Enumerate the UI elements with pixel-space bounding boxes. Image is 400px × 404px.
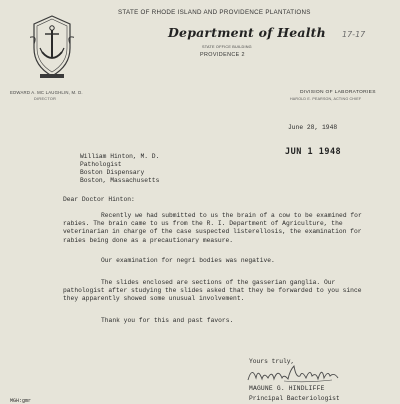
body-paragraph-text: Our examination for negri bodies was negative. — [101, 257, 275, 264]
recipient-line: William Hinton, M. D. — [80, 153, 160, 160]
body-paragraph — [63, 257, 373, 265]
received-date-stamp: JUN 1 1948 — [285, 147, 342, 157]
building-line: STATE OFFICE BUILDING — [202, 45, 252, 49]
signer-name: MAGUNE G. HINDLIFFE — [249, 385, 325, 392]
salutation: Dear Doctor Hinton: — [63, 196, 135, 203]
body-paragraph-text: Recently we had submitted to us the brain of a cow to be examined for rabies. The brain came to us from the R. I. Department of Agriculture, the veterinarian in charge of the case suspected listerellosis, the examination for rabies being done as a precautionary measure. — [63, 212, 362, 244]
state-seal-emblem — [30, 14, 74, 84]
city-line: PROVIDENCE 2 — [200, 52, 245, 58]
recipient-line: Boston Dispensary — [80, 169, 145, 176]
closing: Yours truly, — [249, 358, 295, 365]
department-title: Department of Health — [168, 25, 326, 40]
body-paragraph-text: The slides enclosed are sections of the gasserian ganglia. Our pathologist after studying the slides asked that they be forwarded to you since they apparently showed some unusual involvement. — [63, 279, 362, 303]
recipient-line: Boston, Massachusetts — [80, 177, 160, 184]
letter-date: June 28, 1948 — [288, 124, 338, 131]
recipient-line: Pathologist — [80, 161, 122, 168]
body-paragraph — [63, 317, 373, 325]
handwritten-file-number: 17-17 — [342, 30, 366, 39]
typist-initials: MGH:gmr — [10, 398, 32, 404]
director-name: EDWARD A. MC LAUGHLIN, M. D. — [10, 90, 83, 95]
acting-chief-line: HAROLD E. PEARSON, ACTING CHIEF — [290, 97, 362, 101]
division-name: DIVISION OF LABORATORIES — [300, 90, 376, 95]
state-name-line: STATE OF RHODE ISLAND AND PROVIDENCE PLANTATIONS — [118, 9, 311, 16]
director-title: DIRECTOR — [34, 97, 57, 101]
signer-title: Principal Bacteriologist — [249, 395, 340, 402]
handwritten-signature — [244, 364, 344, 386]
body-paragraph-text: Thank you for this and past favors. — [101, 317, 234, 324]
body-paragraph — [63, 279, 373, 304]
body-paragraph — [63, 212, 373, 245]
